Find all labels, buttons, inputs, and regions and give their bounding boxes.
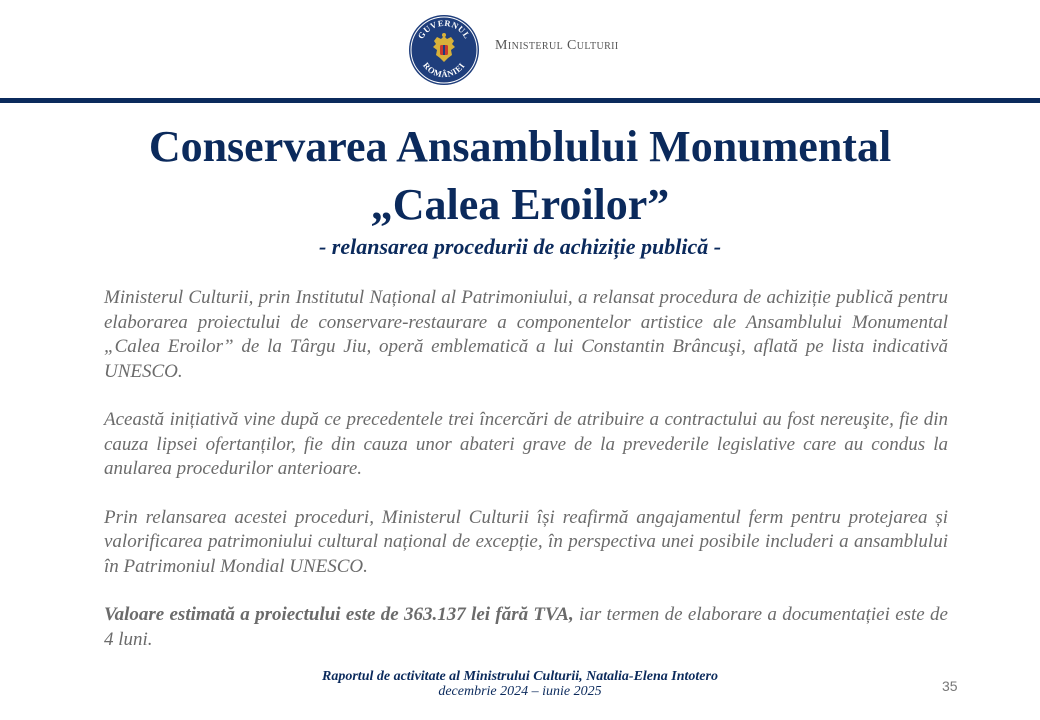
slide-subtitle: - relansarea procedurii de achiziție publică - (318, 234, 722, 259)
body-paragraph-2: Această inițiativă vine după ce precedentele trei încercări de atribuire a contractului au fost nereuşite, fie din cauza lipsei ofertanților, fie din cauza unor abateri grave de la prevederile legislative care au condus la anularea procedurilor anterioare. (104, 409, 948, 479)
footer-report-title: Raportul de activitate al Ministrului Culturii, Natalia-Elena Intotero (322, 669, 718, 684)
duration-text: iar termen de elaborare a documentației este de 4 luni. (104, 604, 948, 650)
estimated-value-text: Valoare estimată a proiectului este de 363.137 lei fără TVA, (104, 604, 574, 625)
body-paragraph-3: Prin relansarea acestei proceduri, Ministerul Culturii își reafirmă angajamentul ferm pentru protejarea și valorificarea patrimoniului cultural național de excepție, în perspectiva unei posibile includeri a ansamblului în Patrimoniul Mondial UNESCO. (104, 506, 948, 577)
slide-title (0, 118, 1040, 234)
seal-text-bottom: ROMÂNIEI (421, 60, 467, 80)
slide-footer (0, 669, 1040, 699)
government-seal (408, 14, 480, 86)
footer-period: decembrie 2024 – iunie 2025 (438, 684, 602, 699)
slide-body (104, 286, 948, 652)
body-paragraph-4 (104, 603, 948, 652)
title-line-1: Conservarea Ansamblului Monumental (148, 122, 892, 171)
romanian-coat-of-arms-icon (408, 14, 480, 86)
title-line-2: „Calea Eroilor” (370, 180, 670, 229)
page-number: 35 (942, 678, 958, 694)
slide-header (0, 0, 1040, 96)
ministry-name: Ministerul Culturii (495, 38, 619, 53)
header-divider (0, 98, 1040, 103)
body-paragraph-1: Ministerul Culturii, prin Institutul Național al Patrimoniului, a relansat procedura de achiziție publică pentru elaborarea proiectului de conservare-restaurare a componentelor artistice ale Ansamblului Monumental „Calea Eroilor” de la Târgu Jiu, operă emblematică a lui Constantin Brâncuşi, aflată pe lista indicativă UNESCO. (104, 287, 948, 382)
seal-text-top: GUVERNUL (415, 17, 473, 41)
